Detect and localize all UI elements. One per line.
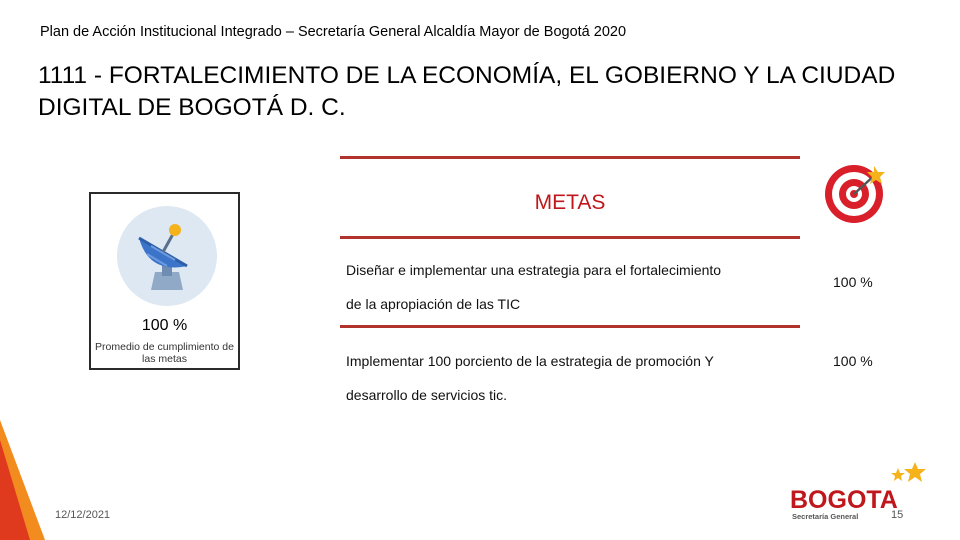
goal-text-line: de la apropiación de las TIC xyxy=(346,296,521,312)
divider-line xyxy=(340,236,800,239)
metas-title: METAS xyxy=(534,191,606,214)
footer-date: 12/12/2021 xyxy=(55,509,111,521)
summary-card xyxy=(89,192,240,370)
divider-line xyxy=(340,156,800,159)
goal-text-line: Diseñar e implementar una estrategia para el fortalecimiento xyxy=(346,262,722,278)
goal-item xyxy=(346,344,806,412)
corner-decoration xyxy=(0,420,60,540)
target-icon xyxy=(822,162,890,224)
logo-subtext: Secretaría General xyxy=(792,512,859,521)
page-number: 15 xyxy=(891,509,904,521)
goal-value: 100 % xyxy=(833,353,873,369)
bogota-logo xyxy=(788,458,933,522)
page-title: 1111 - FORTALECIMIENTO DE LA ECONOMÍA, EL GOBIERNO Y LA CIUDAD DIGITAL DE BOGOTÁ D. C. xyxy=(38,62,896,121)
average-compliance-value: 100 % xyxy=(141,317,188,334)
document-header: Plan de Acción Institucional Integrado – Secretaría General Alcaldía Mayor de Bogotá 2020 xyxy=(40,24,627,40)
logo-text: BOGOTA xyxy=(790,486,898,514)
satellite-dish-icon xyxy=(115,204,219,308)
goal-item xyxy=(346,253,806,321)
divider-line xyxy=(340,325,800,328)
goal-text-line: desarrollo de servicios tic. xyxy=(346,387,508,403)
goal-value: 100 % xyxy=(833,274,873,290)
average-compliance-label: Promedio de cumplimiento de las metas xyxy=(95,341,234,365)
goal-text-line: Implementar 100 porciento de la estrategia de promoción Y xyxy=(346,353,714,369)
